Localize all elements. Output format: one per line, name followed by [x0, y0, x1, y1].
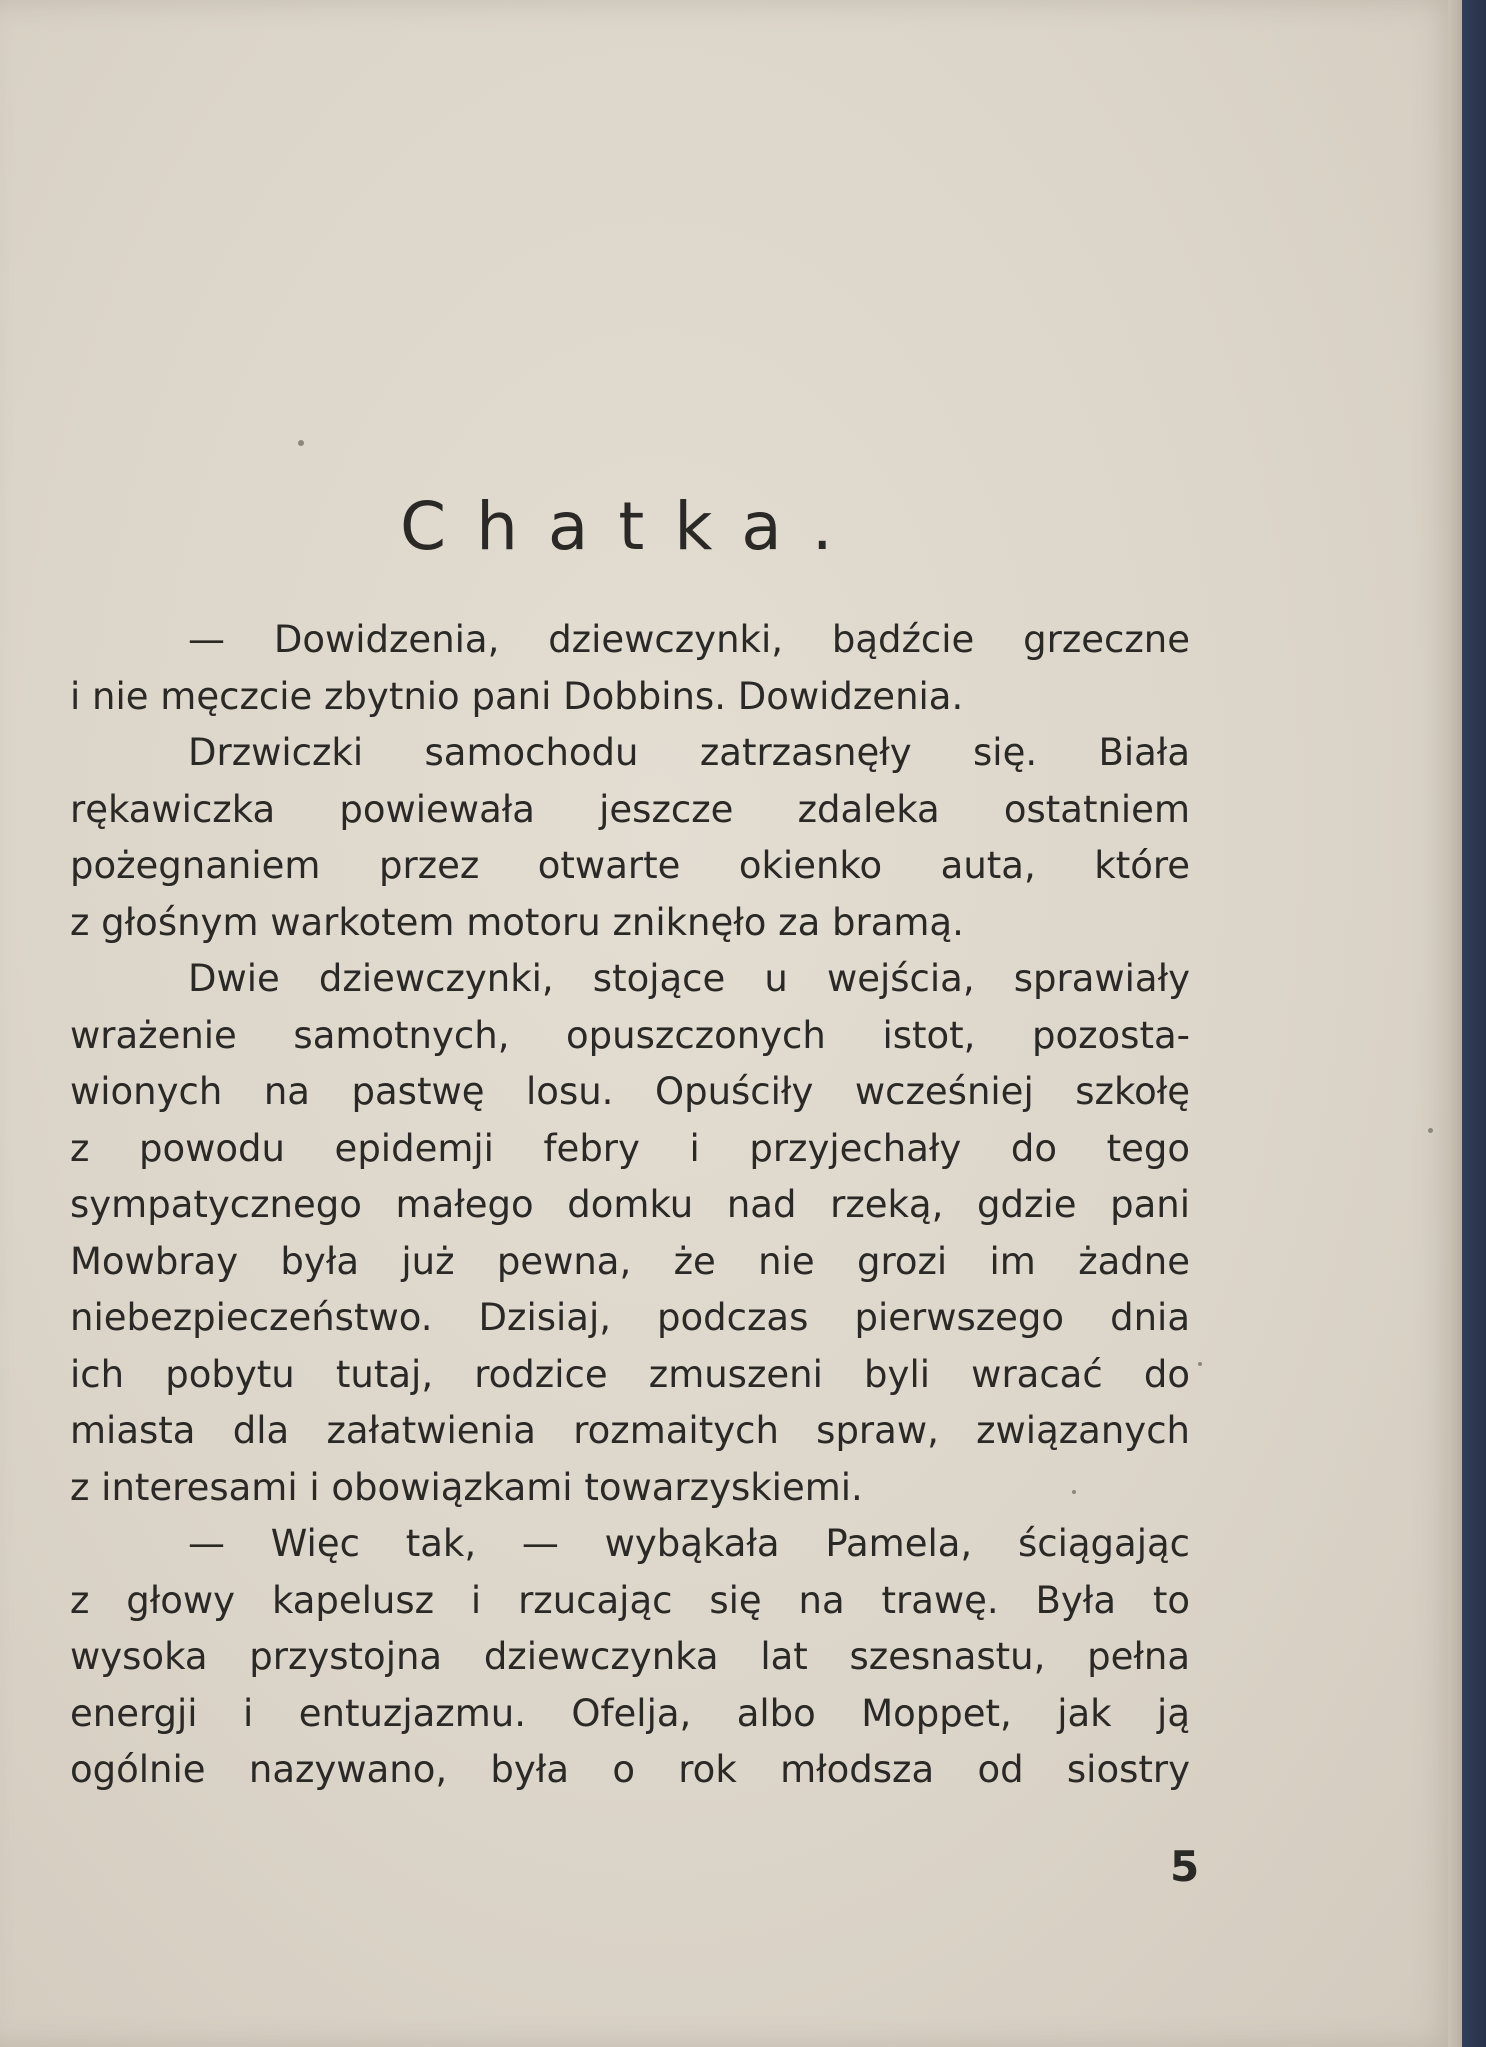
paper-speck — [1198, 1362, 1202, 1366]
text-line: niebezpieczeństwo. Dzisiaj, podczas pierwszego dnia — [70, 1296, 1190, 1339]
text-line: z powodu epidemji febry i przyjechały do tego — [70, 1126, 1190, 1170]
text-line: rękawiczka powiewała jeszcze zdaleka ostatniem — [70, 787, 1190, 831]
paper-speck — [298, 440, 304, 446]
text-line: wionych na pastwę losu. Opuściły wcześniej szkołę — [70, 1070, 1190, 1113]
page-number: 5 — [1170, 1842, 1200, 1891]
text-line: — Więc tak, — wybąkała Pamela, ściągając — [188, 1522, 1190, 1565]
text-line: Dwie dziewczynki, stojące u wejścia, sprawiały — [188, 957, 1190, 1000]
chapter-title: Chatka. — [400, 488, 863, 565]
text-line: wysoka przystojna dziewczynka lat szesnastu, pełna — [70, 1635, 1190, 1678]
text-line: — Dowidzenia, dziewczynki, bądźcie grzeczne — [188, 618, 1190, 661]
text-line: z interesami i obowiązkami towarzyskiemi. — [70, 1465, 863, 1509]
text-line: ogólnie nazywano, była o rok młodsza od siostry — [70, 1748, 1190, 1791]
text-line: Mowbray była już pewna, że nie grozi im żadne — [70, 1239, 1190, 1283]
body-text — [70, 612, 1190, 1799]
page-edge — [1448, 0, 1462, 2047]
text-line: sympatycznego małego domku nad rzeką, gdzie pani — [70, 1183, 1190, 1226]
text-line: ich pobytu tutaj, rodzice zmuszeni byli wracać do — [70, 1352, 1190, 1396]
text-line: wrażenie samotnych, opuszczonych istot, pozosta- — [70, 1013, 1190, 1057]
text-line: i nie męczcie zbytnio pani Dobbins. Dowidzenia. — [70, 674, 964, 718]
text-line: energji i entuzjazmu. Ofelja, albo Moppet, jak ją — [70, 1691, 1190, 1735]
text-line: pożegnaniem przez otwarte okienko auta, które — [70, 844, 1190, 887]
text-line: z głowy kapelusz i rzucając się na trawę. Była to — [70, 1578, 1190, 1622]
text-line: miasta dla załatwienia rozmaitych spraw, związanych — [70, 1409, 1190, 1452]
paper-speck — [1428, 1128, 1433, 1133]
text-line: z głośnym warkotem motoru zniknęło za bramą. — [70, 900, 964, 944]
text-line: Drzwiczki samochodu zatrzasnęły się. Biała — [188, 731, 1190, 774]
